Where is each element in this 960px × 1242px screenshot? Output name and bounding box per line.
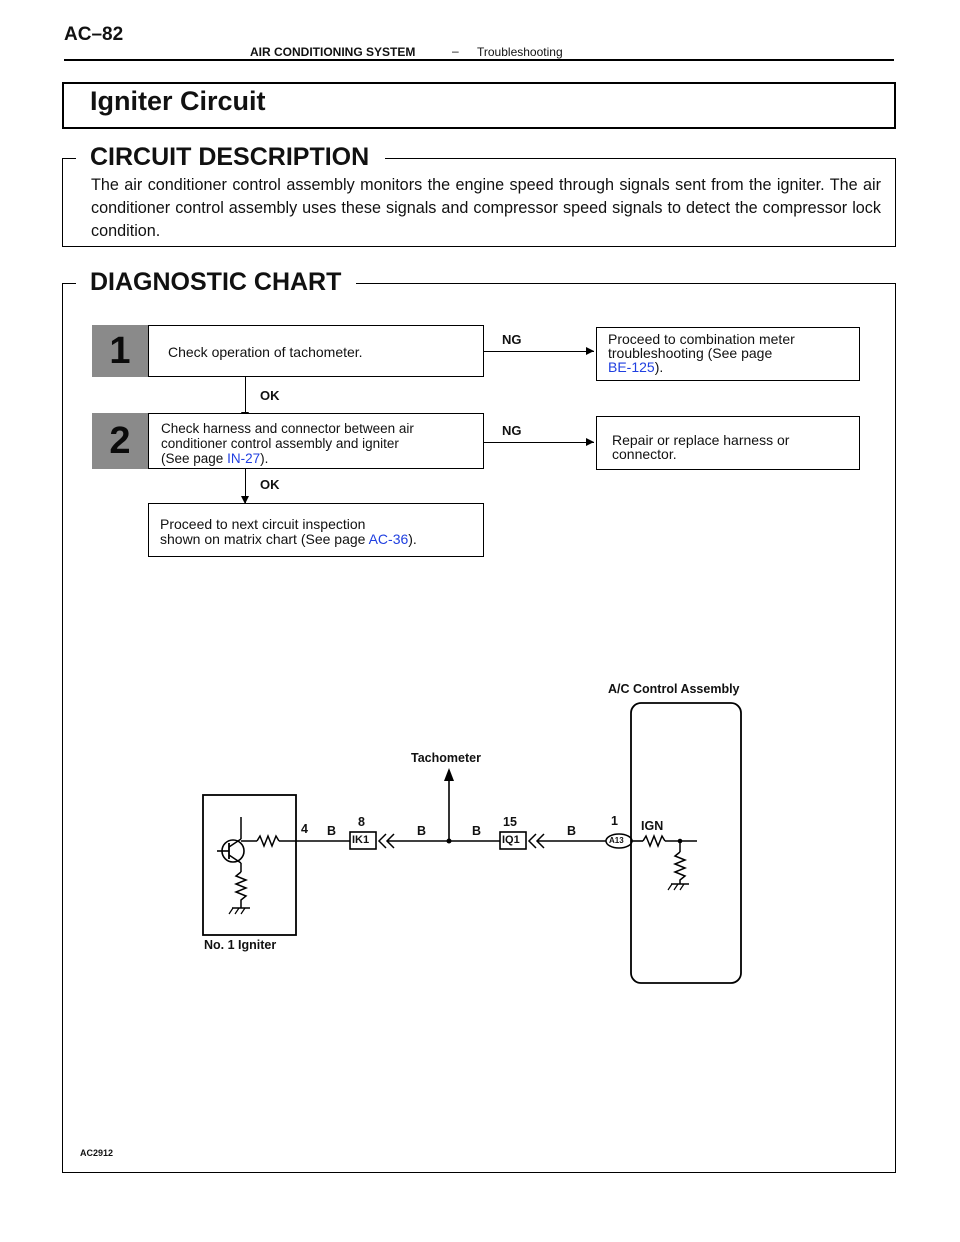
ac-control-assembly-label: A/C Control Assembly [608,682,740,696]
connector-iq1-pin-label: 15 [503,815,517,829]
step-2-suffix: ). [260,451,269,466]
connector-a13-label: A13 [609,836,624,845]
wire-color-label: B [327,824,337,838]
page-title: Igniter Circuit [90,86,266,116]
step-2-ng-label: NG [502,423,522,438]
step-1-text: Check operation of tachometer. [168,344,363,360]
step-2-ok-label: OK [260,477,280,492]
circuit-description-heading: CIRCUIT DESCRIPTION [82,143,377,172]
step-1-ng-label: NG [502,332,522,347]
igniter-box [203,795,296,935]
step-2-ng-result-text: Repair or replace harness or connector. [612,432,790,462]
step-2-link[interactable]: IN-27 [227,451,261,466]
tachometer-label: Tachometer [411,751,481,765]
step-1-ng-result-suffix: ). [654,359,664,375]
step-1-ng-result-link[interactable]: BE-125 [608,359,655,375]
header-section-name: Troubleshooting [477,45,563,59]
circuit-description-text: The air conditioner control assembly monitors the engine speed through signals sent from the igniter. The air conditioner control assembly uses these signals and compressor speed signals to detect the compressor lock condition. [91,176,881,240]
igniter-pin-label: 4 [301,822,308,836]
connector-a13-pin-label: 1 [611,814,618,828]
final-step-line1: Proceed to next circuit inspection [160,516,366,532]
step-2-body: Check harness and connector between air conditioner control assembly and igniter [161,421,414,451]
final-step-line2: shown on matrix chart (See page [160,531,366,547]
resistor-icon [257,836,279,846]
step-2-see-prefix: (See page [161,451,224,466]
wire-color-label: B [567,824,577,838]
ign-terminal-label: IGN [641,819,664,833]
connector-ik1-label: IK1 [352,834,370,846]
tachometer-arrow-icon [444,768,454,781]
header-separator: – [452,44,459,58]
step-2-number: 2 [92,413,148,469]
page-number: AC–82 [64,24,124,45]
header-system-name: AIR CONDITIONING SYSTEM [250,45,416,59]
step-1-ng-result-body: Proceed to combination meter troubleshooting (See page [608,331,795,361]
resistor-icon [236,872,246,908]
resistor-icon [643,836,665,846]
igniter-label: No. 1 Igniter [204,938,277,952]
resistor-icon [675,852,685,884]
step-1-ok-label: OK [260,388,280,403]
wire-color-label: B [472,824,482,838]
final-step-suffix: ). [408,531,417,547]
diagnostic-chart-heading: DIAGNOSTIC CHART [82,268,349,297]
final-step-link[interactable]: AC-36 [368,531,409,547]
wire-color-label: B [417,824,427,838]
connector-iq1-label: IQ1 [502,834,520,846]
figure-code: AC2912 [80,1148,114,1158]
connector-ik1-pin-label: 8 [358,815,365,829]
step-1-number: 1 [92,325,148,377]
ac-control-assembly-box [631,703,741,983]
